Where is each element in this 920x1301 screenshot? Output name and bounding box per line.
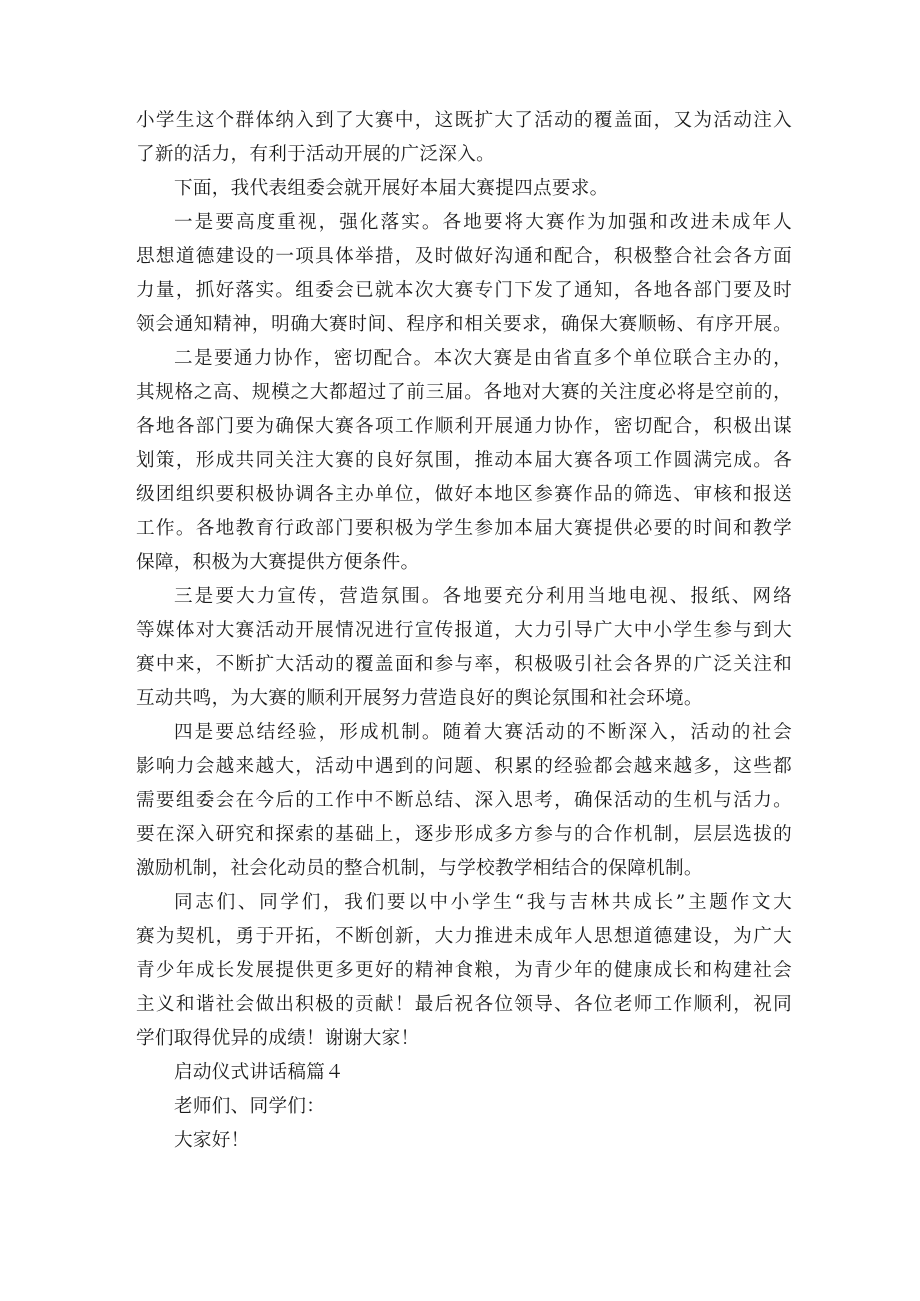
text-line: 思想道德建设的一项具体举措，及时做好沟通和配合，积极整合社会各方面 [136,246,792,267]
text-line: 四是要总结经验，形成机制。随着大赛活动的不断深入，活动的社会 [174,722,792,743]
greeting: 大家好！ [174,1130,250,1151]
text-line: 学们取得优异的成绩！谢谢大家！ [136,1028,420,1049]
text-line: 二是要通力协作，密切配合。本次大赛是由省直多个单位联合主办的， [174,348,792,369]
text-line: 各地各部门要为确保大赛各项工作顺利开展通力协作，密切配合，积极出谋 [136,416,792,437]
text-line: 了新的活力，有利于活动开展的广泛深入。 [136,144,495,165]
text-line: 级团组织要积极协调各主办单位，做好本地区参赛作品的筛选、审核和报送 [136,484,792,505]
text-line: 一是要高度重视，强化落实。各地要将大赛作为加强和改进未成年人 [174,212,792,233]
text-line: 力量，抓好落实。组委会已就本次大赛专门下发了通知，各地各部门要及时 [136,280,792,301]
salutation: 老师们、同学们： [174,1096,326,1117]
text-line: 领会通知精神，明确大赛时间、程序和相关要求，确保大赛顺畅、有序开展。 [136,314,792,335]
text-line: 互动共鸣，为大赛的顺利开展努力营造良好的舆论氛围和社会环境。 [136,688,703,709]
document-body [136,104,792,1158]
text-line: 激励机制，社会化动员的整合机制，与学校教学相结合的保障机制。 [136,858,703,879]
text-line: 青少年成长发展提供更多更好的精神食粮，为青少年的健康成长和构建社会 [136,960,792,981]
text-line: 要在深入研究和探索的基础上，逐步形成多方参与的合作机制，层层选拔的 [136,824,792,845]
text-line: 影响力会越来越大，活动中遇到的问题、积累的经验都会越来越多，这些都 [136,756,792,777]
text-line: 赛中来，不断扩大活动的覆盖面和参与率，积极吸引社会各界的广泛关注和 [136,654,792,675]
text-line: 等媒体对大赛活动开展情况进行宣传报道，大力引导广大中小学生参与到大 [136,620,792,641]
text-line: 工作。各地教育行政部门要积极为学生参加本届大赛提供必要的时间和教学 [136,518,792,539]
text-line: 其规格之高、规模之大都超过了前三届。各地对大赛的关注度必将是空前的， [136,382,792,403]
text-line: 赛为契机，勇于开拓，不断创新，大力推进未成年人思想道德建设，为广大 [136,926,792,947]
text-line: 保障，积极为大赛提供方便条件。 [136,552,420,573]
text-line: 同志们、同学们，我们要以中小学生“我与吉林共成长”主题作文大 [174,892,792,913]
text-line: 需要组委会在今后的工作中不断总结、深入思考，确保活动的生机与活力。 [136,790,792,811]
text-line: 下面，我代表组委会就开展好本届大赛提四点要求。 [174,178,609,199]
section-heading: 启动仪式讲话稿篇４ [174,1062,345,1083]
text-line: 小学生这个群体纳入到了大赛中，这既扩大了活动的覆盖面，又为活动注入 [136,110,792,131]
text-line: 划策，形成共同关注大赛的良好氛围，推动本届大赛各项工作圆满完成。各 [136,450,792,471]
text-line: 三是要大力宣传，营造氛围。各地要充分利用当地电视、报纸、网络 [174,586,792,607]
text-line: 主义和谐社会做出积极的贡献！最后祝各位领导、各位老师工作顺利，祝同 [136,994,792,1015]
